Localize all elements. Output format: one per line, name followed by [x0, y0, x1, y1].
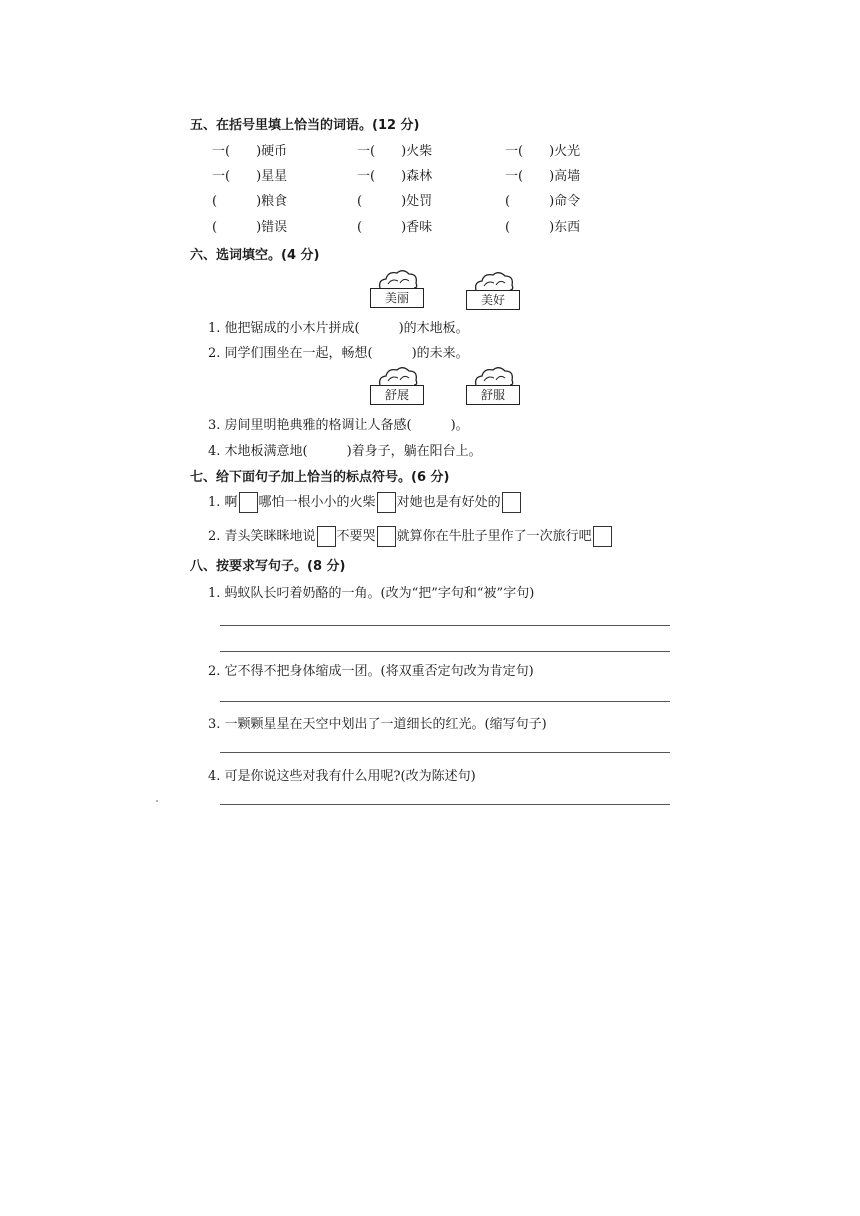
- answer-line[interactable]: [220, 701, 670, 702]
- punctuation-box[interactable]: [502, 492, 521, 513]
- cloud-icon: [376, 365, 420, 387]
- answer-line[interactable]: [220, 625, 670, 626]
- s7-s1-part: 哪怕一根小小的火柴: [258, 495, 376, 510]
- s8-item-4: 4. 可是你说这些对我有什么用呢?(改为陈述句): [208, 769, 476, 784]
- s7-s1-part: 1. 啊: [208, 495, 238, 510]
- s7-s2-part: 就算你在牛肚子里作了一次旅行吧: [396, 529, 592, 544]
- punctuation-box[interactable]: [377, 492, 396, 513]
- cloud-icon: [472, 270, 516, 292]
- s7-s1-part: 对她也是有好处的: [396, 495, 501, 510]
- s8-item-1: 1. 蚂蚁队长叼着奶酪的一角。(改为“把”字句和“被”字句): [208, 586, 535, 601]
- s5-cell-r4c1: ( )错误: [212, 220, 288, 235]
- word-card-shufu: [466, 365, 522, 407]
- s5-cell-r2c2: 一( )森林: [357, 169, 433, 184]
- cloud-icon: [472, 365, 516, 387]
- section-5-title: 五、在括号里填上恰当的词语。(12 分): [190, 118, 420, 133]
- answer-line[interactable]: [220, 752, 670, 753]
- scan-speck: [156, 800, 158, 802]
- section-6-title: 六、选词填空。(4 分): [190, 248, 320, 263]
- answer-line[interactable]: [220, 804, 670, 805]
- section-8-title: 八、按要求写句子。(8 分): [190, 559, 346, 574]
- punctuation-box[interactable]: [317, 526, 336, 547]
- s5-cell-r1c1: 一( )硬币: [212, 144, 288, 159]
- word-card-shuzhan: [370, 365, 426, 407]
- s6-item-2: 2. 同学们围坐在一起，畅想( )的未来。: [208, 346, 469, 361]
- s5-cell-r2c3: 一( )高墙: [505, 169, 581, 184]
- s7-s2-part: 不要哭: [336, 529, 376, 544]
- s5-cell-r1c3: 一( )火光: [505, 144, 581, 159]
- word-card-meili: [370, 268, 426, 310]
- word-card-label: 美好: [466, 290, 520, 310]
- s8-item-2: 2. 它不得不把身体缩成一团。(将双重否定句改为肯定句): [208, 664, 534, 679]
- s6-item-1: 1. 他把锯成的小木片拼成( )的木地板。: [208, 321, 469, 336]
- punctuation-box[interactable]: [377, 526, 396, 547]
- s5-cell-r1c2: 一( )火柴: [357, 144, 433, 159]
- s5-cell-r3c1: ( )粮食: [212, 194, 288, 209]
- word-card-label: 美丽: [370, 288, 424, 308]
- word-card-meihao: [466, 270, 522, 312]
- s5-cell-r2c1: 一( )星星: [212, 169, 288, 184]
- punctuation-box[interactable]: [239, 492, 258, 513]
- s5-cell-r4c3: ( )东西: [505, 220, 581, 235]
- answer-line[interactable]: [220, 651, 670, 652]
- s5-cell-r3c3: ( )命令: [505, 194, 581, 209]
- word-card-label: 舒展: [370, 385, 424, 405]
- s6-item-3: 3. 房间里明艳典雅的格调让人备感( )。: [208, 418, 469, 433]
- s7-sentence-1: [208, 491, 522, 513]
- s7-s2-part: 2. 青头笑眯眯地说: [208, 529, 316, 544]
- word-card-label: 舒服: [466, 385, 520, 405]
- s6-item-4: 4. 木地板满意地( )着身子，躺在阳台上。: [208, 444, 482, 459]
- s7-sentence-2: [208, 525, 613, 547]
- s8-item-3: 3. 一颗颗星星在天空中划出了一道细长的红光。(缩写句子): [208, 717, 547, 732]
- section-7-title: 七、给下面句子加上恰当的标点符号。(6 分): [190, 470, 450, 485]
- cloud-icon: [376, 268, 420, 290]
- punctuation-box[interactable]: [593, 526, 612, 547]
- s5-cell-r4c2: ( )香味: [357, 220, 433, 235]
- s5-cell-r3c2: ( )处罚: [357, 194, 433, 209]
